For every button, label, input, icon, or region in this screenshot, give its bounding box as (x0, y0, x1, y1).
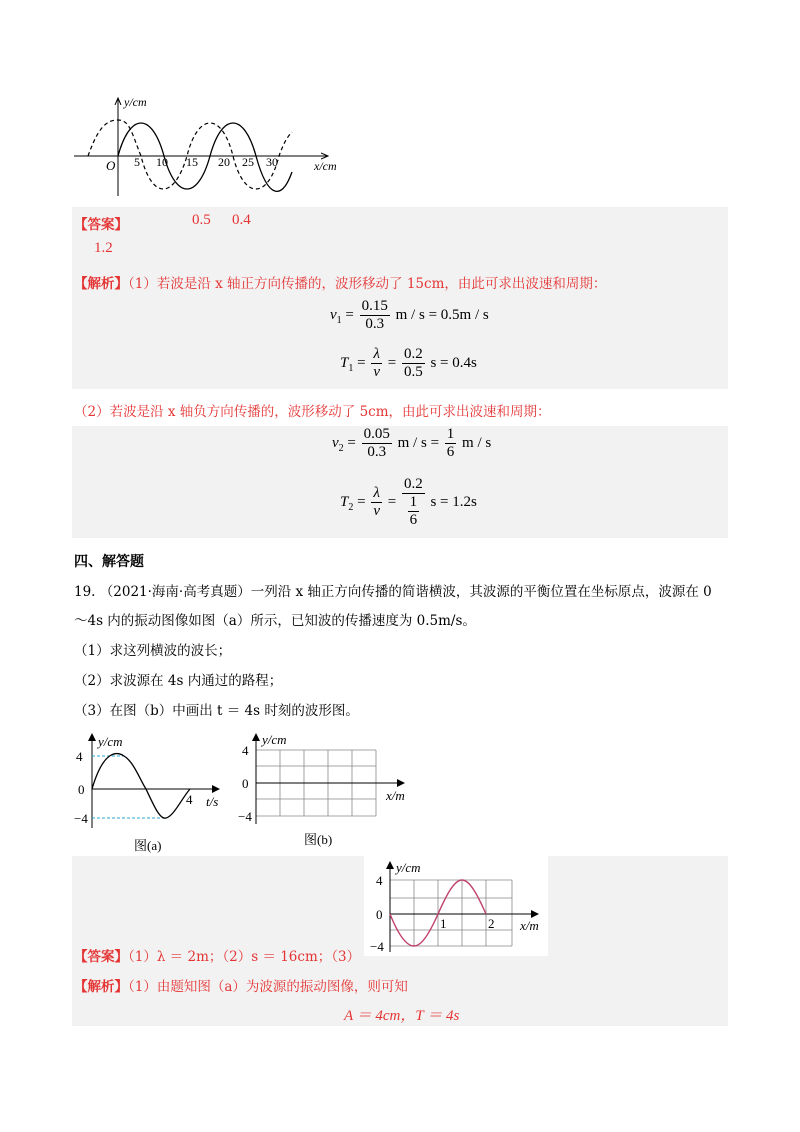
fig-a-y-label: y/cm (98, 734, 123, 749)
fig1-x-label: x/cm (314, 159, 337, 173)
question-part-2: （2）求波源在 4s 内通过的路程； (74, 673, 283, 689)
fig-c-x-label: x/m (520, 918, 539, 933)
analysis-3-equation: A ＝ 4cm，T ＝ 4s (344, 1008, 460, 1024)
vibration-curve (92, 754, 190, 819)
figure-b (234, 728, 424, 858)
analysis-tag-1: 【解析】 (74, 276, 128, 292)
figure-answer (364, 856, 548, 956)
answer-2-line (74, 945, 360, 965)
fig1-tick-30: 30 (266, 155, 278, 169)
analysis-3-line (74, 975, 408, 995)
fig1-origin: O (106, 158, 116, 173)
answer-tag-2: 【答案】 (74, 949, 128, 965)
analysis-1-line (74, 272, 606, 292)
fig-c-y-top: 4 (376, 873, 383, 888)
fig-a-x-label: t/s (206, 794, 219, 809)
analysis-1-text: （1）若波是沿 x 轴正方向传播的，波形移动了 15cm，由此可求出波速和周期： (128, 276, 607, 292)
answer-value-2: 0.4 (232, 212, 251, 228)
question-part-3: （3）在图（b）中画出 t ＝ 4s 时刻的波形图。 (74, 703, 359, 719)
answer-tag-1: 【答案】 (74, 217, 128, 233)
answer-value-1: 0.5 (192, 212, 211, 228)
analysis-3-text: （1）由题知图（a）为波源的振动图像，则可知 (128, 979, 408, 995)
figure-a (74, 728, 234, 858)
fig-b-x-label: x/m (386, 788, 405, 803)
equation-v2: $v_2$ = $\frac{0.05}{0.3}$ m / s = $\frac{1}{6}$ m / s (332, 426, 492, 460)
fig-b-y-bottom: −4 (238, 809, 252, 824)
fig-a-caption: 图(a) (134, 838, 162, 853)
fig-c-x-tick-2: 2 (488, 916, 495, 931)
fig1-tick-5: 5 (134, 155, 140, 169)
fig-a-y-bottom: −4 (74, 811, 88, 826)
fig-a-x-tick: 4 (186, 792, 193, 807)
fig1-tick-10: 10 (156, 155, 168, 169)
wave-figure-1 (70, 92, 350, 202)
fig-b-caption: 图(b) (304, 832, 333, 847)
fig-c-y-label: y/cm (396, 860, 421, 875)
analysis-2-line: （2）若波是沿 x 轴负方向传播的，波形移动了 5cm，由此可求出波速和周期： (74, 404, 551, 420)
answer-value-3: 1.2 (94, 240, 113, 256)
analysis-tag-2: 【解析】 (74, 979, 128, 995)
fig-c-y-zero: 0 (376, 907, 383, 922)
equation-t2: $T_2$ = $\frac{\lambda}{v}$ = $\frac{0.2}{\frac{1}{6}}$ s = 1.2s (340, 476, 477, 528)
fig1-tick-20: 20 (218, 155, 230, 169)
fig-b-y-top: 4 (242, 743, 249, 758)
fig-b-y-label: y/cm (262, 732, 287, 747)
fig1-tick-25: 25 (242, 155, 254, 169)
fig-c-y-bottom: −4 (370, 939, 384, 954)
equation-t1: $T_1$ = $\frac{\lambda}{v}$ = $\frac{0.2}{0.5}$ s = 0.4s (340, 346, 477, 380)
fig-c-x-tick-1: 1 (440, 916, 447, 931)
answer-2-text: （1）λ ＝ 2m；（2）s ＝ 16cm；（3） (128, 949, 361, 965)
question-line-2: ～4s 内的振动图像如图（a）所示，已知波的传播速度为 0.5m/s。 (74, 613, 476, 629)
fig-a-y-zero: 0 (78, 782, 85, 797)
fig-b-y-zero: 0 (242, 776, 249, 791)
fig1-tick-15: 15 (186, 155, 198, 169)
equation-v1: $v_1$ = $\frac{0.15}{0.3}$ m / s = 0.5m / s (330, 298, 489, 332)
fig1-y-label: y/cm (124, 95, 147, 109)
fig-a-y-top: 4 (76, 749, 83, 764)
question-line-1: 19. （2021·海南·高考真题）一列沿 x 轴正方向传播的简谐横波，其波源的平衡位置在坐标原点，波源在 0 (74, 584, 712, 600)
question-part-1: （1）求这列横波的波长； (74, 643, 232, 659)
section-heading: 四、解答题 (74, 554, 144, 570)
